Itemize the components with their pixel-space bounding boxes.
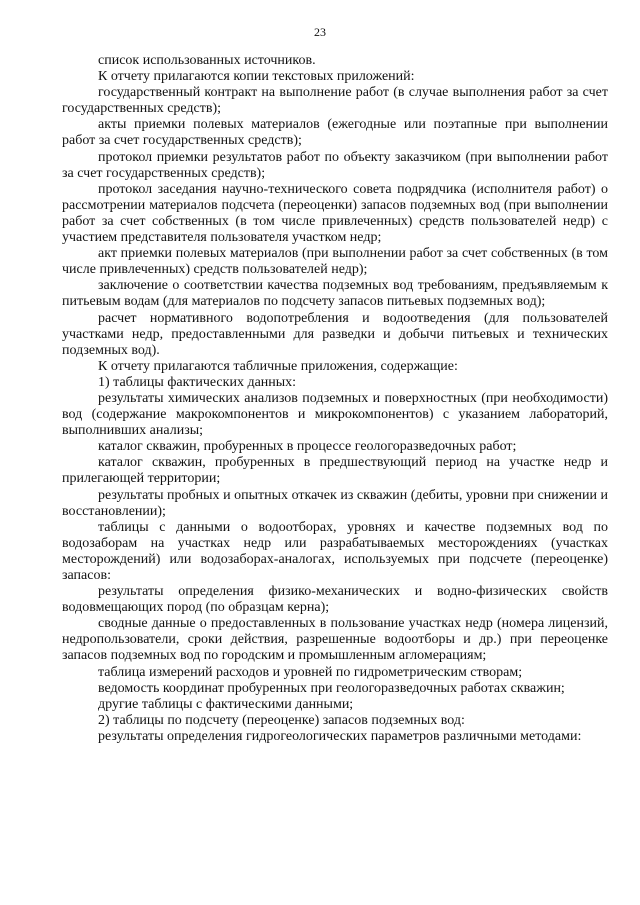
document-body: [62, 53, 608, 745]
paragraph: результаты пробных и опытных откачек из скважин (дебиты, уровни при снижении и восстановлении);: [62, 487, 608, 519]
paragraph: каталог скважин, пробуренных в процессе геологоразведочных работ;: [98, 439, 517, 455]
paragraph: 2) таблицы по подсчету (переоценке) запасов подземных вод:: [98, 712, 465, 728]
page-number: 23: [314, 25, 326, 39]
paragraph: результаты химических анализов подземных и поверхностных (при необходимости) вод (содержание макрокомпонентов и микрокомпонентов) с указанием лабораторий, выполнивших анализы;: [62, 390, 608, 439]
paragraph: другие таблицы с фактическими данными;: [98, 696, 354, 712]
paragraph: таблицы с данными о водоотборах, уровнях и качестве подземных вод по водозаборам на участках недр или разрабатываемых месторождениях (участках месторождений) или водозаборах-аналогах, используемых при подсчете (переоценке) запасов:: [62, 519, 608, 583]
paragraph: таблица измерений расходов и уровней по гидрометрическим створам;: [98, 664, 523, 680]
paragraph: акты приемки полевых материалов (ежегодные или поэтапные при выполнении работ за счет государственных средств);: [62, 117, 608, 149]
paragraph: 1) таблицы фактических данных:: [98, 374, 297, 390]
paragraph: расчет нормативного водопотребления и водоотведения (для пользователей участками недр, предоставленными для разведки и добычи питьевых и технических подземных вод).: [62, 310, 608, 358]
paragraph: протокол приемки результатов работ по объекту заказчиком (при выполнении работ за счет государственных средств);: [62, 149, 608, 181]
paragraph: заключение о соответствии качества подземных вод требованиям, предъявляемым к питьевым водам (для материалов по подсчету запасов питьевых подземных вод);: [62, 278, 608, 310]
paragraph: государственный контракт на выполнение работ (в случае выполнения работ за счет государственных средств);: [62, 85, 608, 117]
paragraph: ведомость координат пробуренных при геологоразведочных работах скважин;: [98, 680, 565, 696]
paragraph: сводные данные о предоставленных в пользование участках недр (номера лицензий, недропользователи, сроки действия, разрешенные водоотборы и др.) при переоценке запасов подземных вод по городским и промышленным агломерациям;: [62, 616, 608, 664]
paragraph: каталог скважин, пробуренных в предшествующий период на участке недр и прилегающей территории;: [62, 455, 608, 487]
paragraph: протокол заседания научно-технического совета подрядчика (исполнителя работ) о рассмотрении материалов подсчета (переоценки) запасов подземных вод (при выполнении работ за счет собственных (в том числе привлеченных) средств пользователей недр) с участием представителя пользователя участком недр;: [62, 181, 608, 246]
paragraph: К отчету прилагаются копии текстовых приложений:: [98, 69, 415, 85]
paragraph: список использованных источников.: [98, 53, 316, 68]
paragraph: результаты определения физико-механических и водно-физических свойств водовмещающих пород (по образцам керна);: [62, 584, 608, 616]
paragraph: К отчету прилагаются табличные приложения, содержащие:: [98, 358, 458, 374]
paragraph: результаты определения гидрогеологических параметров различными методами:: [98, 728, 582, 744]
paragraph: акт приемки полевых материалов (при выполнении работ за счет собственных (в том числе привлеченных) средств пользователей недр);: [62, 246, 608, 278]
